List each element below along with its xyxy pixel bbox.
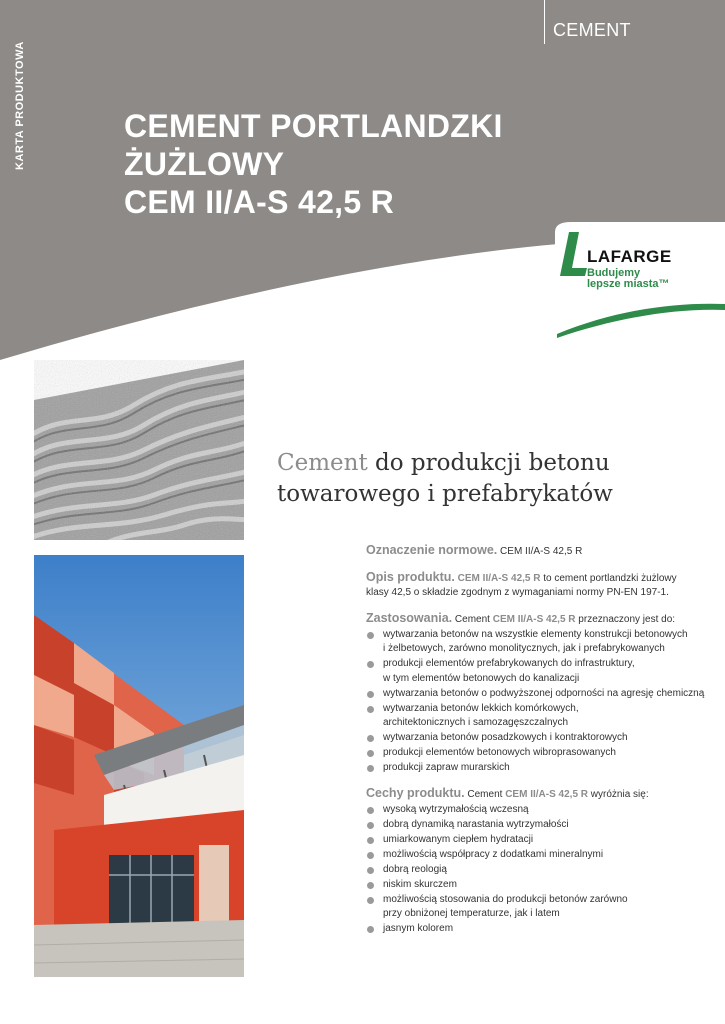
category-divider (544, 0, 545, 44)
subtitle-accent: Cement (277, 450, 368, 476)
list-item: produkcji elementów prefabrykowanych do infrastruktury, w tym elementów betonowych do kanalizacji (366, 657, 706, 686)
features-text-pre: Cement (464, 788, 506, 800)
list-item: dobrą reologią (366, 863, 706, 878)
logo-tagline (587, 268, 670, 290)
list-item: produkcji zapraw murarskich (366, 761, 706, 776)
list-item: umiarkowanym ciepłem hydratacji (366, 833, 706, 848)
description-text-1: to cement portlandzki żużlowy (540, 572, 677, 584)
lafarge-logo (555, 222, 725, 340)
page-title (124, 107, 503, 221)
list-item: produkcji elementów betonowych wibroprasowanych (366, 746, 706, 761)
concrete-texture-image (34, 360, 244, 540)
building-photo (34, 555, 244, 977)
list-item: wytwarzania betonów o podwyższonej odporności na agresję chemiczną (366, 687, 706, 702)
product-details (366, 543, 706, 947)
list-item: jasnym kolorem (366, 922, 706, 937)
designation-heading: Oznaczenie normowe. (366, 543, 498, 557)
description-highlight: CEM II/A-S 42,5 R (454, 572, 541, 584)
usage-heading: Zastosowania. (366, 610, 453, 625)
logo-wordmark: LAFARGE (587, 247, 672, 266)
designation-text: CEM II/A-S 42,5 R (497, 546, 583, 557)
features-section (366, 786, 706, 937)
features-heading: Cechy produktu. (366, 785, 465, 800)
list-item: wytwarzania betonów posadzkowych i kontraktorowych (366, 731, 706, 746)
usage-highlight: CEM II/A-S 42,5 R (492, 613, 576, 625)
subtitle (277, 448, 613, 510)
list-item: niskim skurczem (366, 878, 706, 893)
title-line-3: CEM II/A-S 42,5 R (124, 184, 395, 220)
usage-list (366, 628, 706, 776)
features-text-post: wyróżnia się: (588, 788, 649, 800)
title-line-1: CEMENT PORTLANDZKI (124, 108, 503, 144)
vertical-label: KARTA PRODUKTOWA (14, 41, 26, 170)
description-text-2: klasy 42,5 o składzie zgodnym z wymaganiami normy PN-EN 197-1. (366, 587, 669, 598)
title-line-2: ŻUŻLOWY (124, 146, 285, 182)
list-item: możliwością stosowania do produkcji betonów zarówno przy obniżonej temperaturze, jak i latem (366, 893, 706, 922)
usage-text-post: przeznaczony jest do: (575, 613, 676, 625)
list-item: wytwarzania betonów lekkich komórkowych, architektonicznych i samozagęszczalnych (366, 702, 706, 731)
list-item: wysoką wytrzymałością wczesną (366, 803, 706, 818)
list-item: dobrą dynamiką narastania wytrzymałości (366, 818, 706, 833)
logo-tagline-2: lepsze miasta™ (587, 278, 670, 290)
description-heading: Opis produktu. (366, 569, 455, 584)
subtitle-rest-1: do produkcji betonu (367, 450, 610, 476)
features-highlight: CEM II/A-S 42,5 R (505, 788, 589, 800)
designation-section (366, 543, 706, 560)
list-item: wytwarzania betonów na wszystkie elementy konstrukcji betonowych i żelbetowych, zarówno monolitycznych, jak i prefabrykowanych (366, 628, 706, 657)
usage-text-pre: Cement (452, 613, 493, 625)
features-list (366, 803, 706, 937)
subtitle-line-2: towarowego i prefabrykatów (277, 481, 613, 507)
usage-section (366, 611, 706, 776)
description-section (366, 570, 706, 601)
logo-tagline-1: Budujemy (587, 267, 641, 279)
category-label: CEMENT (553, 20, 631, 40)
list-item: możliwością współpracy z dodatkami mineralnymi (366, 848, 706, 863)
